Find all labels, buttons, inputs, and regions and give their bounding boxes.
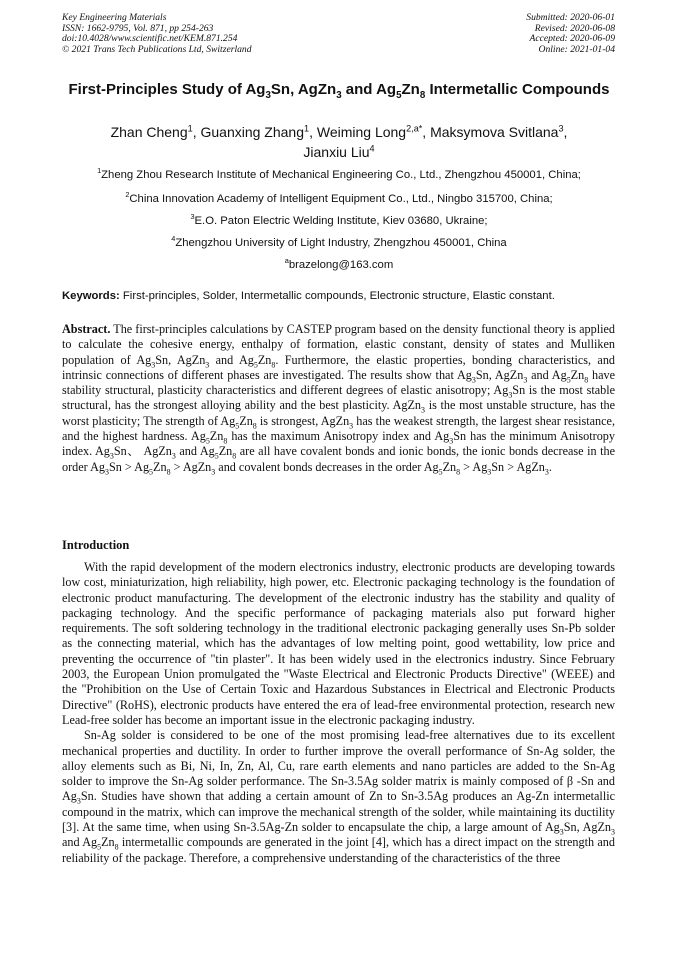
- paragraph: With the rapid development of the modern electronics industry, electronic products are developing towards low cost, miniaturization, high reliability, high power, etc. Electronic packaging technology is the foundation of electronic product manufacturing. The development of the electronic industry has the stability and quality of packaging technology. And the specific performance of packaging materials also put forward higher requirements. The soft soldering technology in the traditional electronic packaging generally uses Sn-Pb solder as the connecting material, which has the advantages of low melting point, good wettability, low price and preventing the occurrence of "tin plaster". It has been widely used in the electronics industry. Since February 2003, the European Union promulgated the "Waste Electrical and Electronic Products Directive" (WEEE) and the "Prohibition on the Use of Certain Toxic and Hazardous Substances in Electrical and Electronic Products Directive" (RoHS), electronic products have entered the era of lead-free environmental protection, research new Lead-free solder has become an important issue in the electronic packaging industry.: [62, 560, 615, 727]
- affiliation: $^4$Zhengzhou University of Light Industry, Zhengzhou 450001, China: [171, 234, 507, 249]
- author: Zhan Cheng: [110, 124, 188, 140]
- paper-title: First-Principles Study of $Ag_3Sn$, AgZn$_3$ and $Ag_5Zn_8$ Intermetallic Compounds: [68, 81, 610, 101]
- revised-date: Revised: 2020-06-08: [534, 22, 615, 34]
- affiliation: $^1$Zheng Zhou Research Institute of Mechanical Engineering Co., Ltd., Zhengzhou 450001, China;: [97, 166, 581, 181]
- submitted-date: Submitted: 2020-06-01: [526, 12, 615, 23]
- author: Maksymova Svitlana: [430, 124, 559, 140]
- issn: ISSN: 1662-9795, Vol. 871, pp 254-263: [62, 22, 214, 34]
- affiliation: $^2$China Innovation Academy of Intelligent Equipment Co., Ltd., Ningbo 315700, China;: [125, 190, 553, 205]
- author: Weiming Long: [316, 124, 407, 140]
- author-list: Zhan Cheng$^1$, Guanxing Zhang$^1$, Weiming Long$^{2,a*}$, Maksymova Svitlana$^3$, Jianxiu Liu$^4$: [110, 123, 568, 160]
- author: Guanxing Zhang: [200, 124, 305, 140]
- publication-dates: [526, 13, 615, 55]
- journal-name: Key Engineering Materials: [62, 12, 167, 23]
- author: Jianxiu Liu: [303, 144, 370, 160]
- journal-info: [62, 13, 252, 55]
- introduction-body: [62, 560, 615, 866]
- corresponding-email: $^a$brazelong@163.com: [284, 256, 394, 271]
- online-date: Online: 2021-01-04: [538, 43, 615, 55]
- keywords: Keywords: First-principles, Solder, Intermetallic compounds, Electronic structure, Elastic constant.: [62, 290, 555, 302]
- accepted-date: Accepted: 2020-06-09: [529, 33, 615, 45]
- paragraph: Sn-Ag solder is considered to be one of the most promising lead-free alternatives due to its excellent mechanical properties and ductility. In order to further improve the overall performance of Sn-Ag solder, the alloy elements such as Bi, Ni, In, Zn, Al, Cu, rare earth elements and nano particles are added to the Sn-Ag solder to improve the Sn-Ag solder performance. The Sn-3.5Ag solder matrix is mainly composed of β -Sn and $Ag_3Sn$. Studies have shown that adding a certain amount of Zn to Sn-3.5Ag produces an Ag-Zn intermetallic compound in the matrix, which can improve the mechanical strength of the solder, while maintaining its ductility [3]. At the same time, when using Sn-3.5Ag-Zn solder to encapsulate the chip, a large amount of $Ag_3Sn$, AgZn$_3$ and $Ag_5Zn_8$ intermetallic compounds are generated in the joint [4], which has a direct impact on the strength and reliability of the package. Therefore, a comprehensive understanding of the characteristics of the three: [62, 728, 615, 865]
- affiliation: $^3$E.O. Paton Electric Welding Institute, Kiev 03680, Ukraine;: [190, 212, 488, 227]
- doi: doi:10.4028/www.scientific.net/KEM.871.254: [62, 33, 238, 45]
- copyright: © 2021 Trans Tech Publications Ltd, Switzerland: [62, 43, 252, 55]
- abstract: Abstract. The first-principles calculations by CASTEP program based on the density functional theory is applied to calculate the cohesive energy, enthalpy of formation, elastic constant, density of states and Mulliken population of $Ag_3Sn$, AgZn$_3$ and $Ag_5Zn_8$. Furthermore, the elastic properties, bonding characteristics, and intrinsic connections of different phases are investigated. The results show that $Ag_3Sn$, AgZn$_3$ and $Ag_5Zn_8$ have stability structural, plasticity characteristics and different degrees of elastic anisotropy; $Ag_3Sn$ is the most stable structural, has the strongest alloying ability and the best plasticity. AgZn$_3$ is the most unstable structure, has the worst plasticity; The strength of $Ag_5Zn_8$ is strongest, AgZn$_3$ has the weakest strength, the largest shear resistance, and the highest hardness. $Ag_5Zn_8$ has the maximum Anisotropy index and $Ag_3Sn$ has the minimum Anisotropy index. $Ag_3Sn$、 AgZn$_3$ and $Ag_5Zn_8$ are all have covalent bonds and ionic bonds, the ionic bonds decrease in the order $Ag_3Sn > Ag_5Zn_8$ > AgZn$_3$ and covalent bonds decreases in the order $Ag_5Zn_8 > Ag_3Sn$ > AgZn$_3$.: [62, 322, 616, 477]
- section-heading-introduction: Introduction: [62, 538, 130, 552]
